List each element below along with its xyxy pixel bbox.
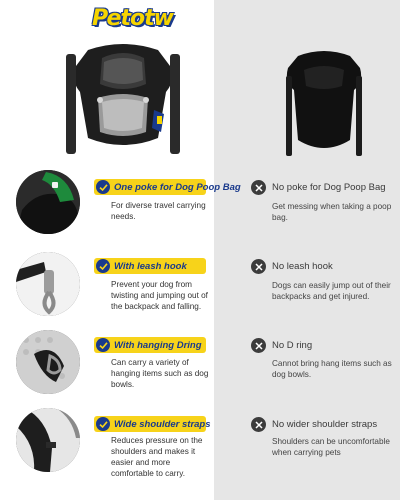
product-backpack-image	[58, 40, 188, 158]
x-icon	[251, 180, 266, 195]
lack-label: No wider shoulder straps	[272, 419, 378, 430]
brand-logo-text: Petotw	[92, 6, 173, 31]
lack-label: No D ring	[272, 340, 313, 351]
x-icon	[251, 259, 266, 274]
feature-description: Prevent your dog from twisting and jumping out of the backpack and falling.	[111, 280, 208, 311]
check-icon	[96, 259, 110, 273]
check-icon	[96, 338, 110, 352]
feature-description: Reduces pressure on the shoulders and makes it easier and more comfortable to carry.	[111, 436, 203, 478]
feature-label: With leash hook	[114, 260, 187, 272]
poop-bag-pocket-photo	[16, 170, 80, 234]
lack-label: No poke for Dog Poop Bag	[272, 182, 386, 193]
lack-description: Dogs can easily jump out of their backpacks and get injured.	[272, 281, 391, 301]
lack-row-d-ring	[251, 338, 312, 353]
plain-backpack-image	[284, 48, 364, 160]
feature-label: One poke for Dog Poop Bag	[114, 181, 241, 193]
lack-description: Cannot bring hang items such as dog bowls.	[272, 359, 392, 379]
feature-description: Can carry a variety of hanging items such as dog bowls.	[111, 358, 209, 389]
feature-pill-poop-bag	[94, 179, 241, 195]
lack-row-poop-bag	[251, 180, 386, 195]
feature-label: Wide shoulder straps	[114, 418, 211, 430]
x-icon	[251, 338, 266, 353]
leash-hook-photo	[16, 252, 80, 316]
shoulder-strap-photo	[16, 408, 80, 472]
feature-pill-shoulder-straps	[94, 416, 211, 432]
check-icon	[96, 180, 110, 194]
lack-description: Shoulders can be uncomfortable when carrying pets	[272, 437, 390, 457]
lack-description: Get messing when taking a poop bag.	[272, 202, 392, 222]
lack-row-shoulder-straps	[251, 417, 377, 432]
hanging-d-ring-photo	[16, 330, 80, 394]
x-icon	[251, 417, 266, 432]
lack-label: No leash hook	[272, 261, 333, 272]
brand-logo	[92, 6, 178, 40]
feature-description: For diverse travel carrying needs.	[111, 201, 206, 221]
feature-pill-d-ring	[94, 337, 206, 353]
check-icon	[96, 417, 110, 431]
lack-row-leash-hook	[251, 259, 333, 274]
feature-label: With hanging Dring	[114, 339, 202, 351]
feature-pill-leash-hook	[94, 258, 206, 274]
